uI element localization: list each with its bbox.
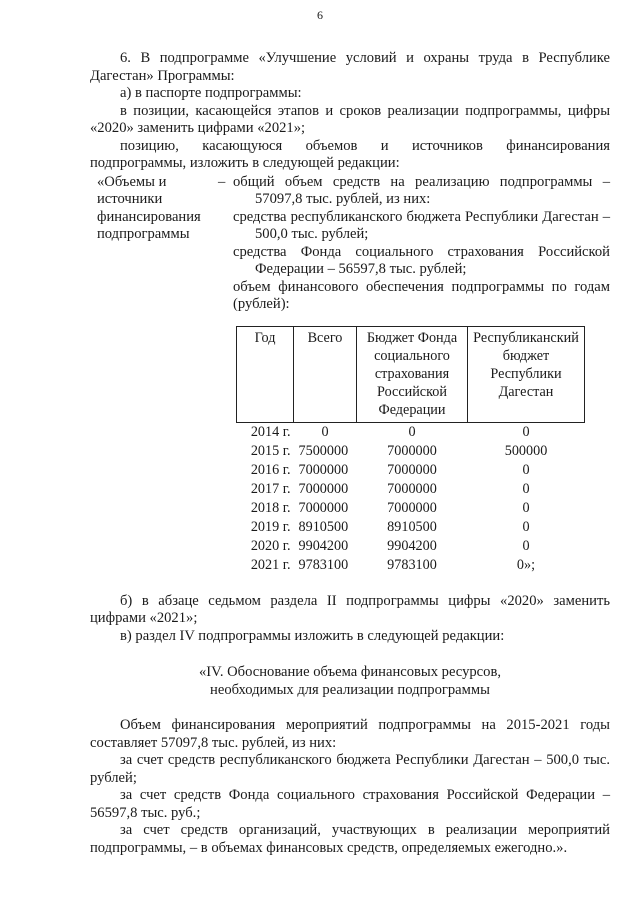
- page-number: 6: [317, 8, 323, 22]
- table-row: [237, 480, 585, 499]
- table-cell: 2015 г.: [250, 442, 291, 459]
- paragraph-fund: за счет средств Фонда социального страхования Российской Федерации – 56597,8 тыс. руб.;: [90, 787, 610, 821]
- table-row: [237, 442, 585, 461]
- passport-total: общий объем средств на реализацию подпрограммы – 57097,8 тыс. рублей, из них:: [233, 173, 610, 207]
- passport-block: [90, 174, 610, 575]
- passport-dash: –: [218, 173, 226, 190]
- paragraph-organizations: за счет средств организаций, участвующих в реализации мероприятий подпрограммы, – в объемах финансовых средств, определяемых ежегодно.».: [90, 822, 610, 856]
- passport-label-line: финансирования: [97, 208, 201, 225]
- paragraph-financing-position: позицию, касающуюся объемов и источников финансирования подпрограммы, изложить в следующей редакции:: [90, 137, 610, 171]
- table-cell: 2018 г.: [250, 499, 291, 516]
- passport-label-line: подпрограммы: [97, 226, 190, 242]
- passport-republic-budget: средства республиканского бюджета Республики Дагестан – 500,0 тыс. рублей;: [233, 208, 610, 242]
- table-cell: 2021 г.: [250, 556, 291, 573]
- table-row: [237, 537, 585, 556]
- table-cell: 2014 г.: [250, 423, 291, 440]
- table-cell: 7000000: [387, 480, 437, 497]
- paragraph-c: в) раздел IV подпрограммы изложить в следующей редакции:: [120, 627, 505, 644]
- table-cell: 8910500: [387, 518, 437, 535]
- paragraph-a: а) в паспорте подпрограммы:: [120, 85, 302, 101]
- table-cell: 2019 г.: [250, 518, 291, 535]
- section-title: [90, 663, 610, 699]
- table-cell: 0: [522, 423, 530, 440]
- table-cell: 9904200: [387, 537, 437, 554]
- table-row: [237, 499, 585, 518]
- document-body: [90, 50, 610, 857]
- passport-content: [233, 174, 610, 575]
- paragraph-financing-volume: Объем финансирования мероприятий подпрограммы на 2015-2021 годы составляет 57097,8 тыс. рублей, из них:: [90, 717, 610, 751]
- table-cell: 7000000: [387, 442, 437, 459]
- table-cell: 9783100: [298, 556, 349, 573]
- passport-label-line: «Объемы и: [97, 173, 167, 190]
- table-cell: 0: [522, 480, 530, 497]
- table-cell: 8910500: [298, 518, 349, 535]
- table-cell: 0»;: [516, 556, 536, 573]
- table-header-republic: Республиканский бюджет Республики Дагестан: [468, 326, 585, 422]
- table-cell: 0: [408, 423, 416, 440]
- table-cell: 0: [522, 537, 530, 554]
- paragraph-stages: в позиции, касающейся этапов и сроков реализации подпрограммы, цифры «2020» заменить цифрами «2021»;: [90, 102, 610, 136]
- table-header-year: Год: [237, 326, 294, 422]
- table-cell: 2016 г.: [250, 461, 291, 478]
- passport-label-line: источники: [97, 191, 163, 207]
- paragraph-republic-budget: за счет средств республиканского бюджета Республики Дагестан – 500,0 тыс. рублей;: [90, 752, 610, 786]
- table-cell: 9783100: [387, 556, 437, 573]
- section-title-line-1: «IV. Обоснование объема финансовых ресурсов,: [199, 664, 501, 680]
- table-cell: 2017 г.: [250, 480, 291, 497]
- passport-fund: средства Фонда социального страхования Российской Федерации – 56597,8 тыс. рублей;: [233, 243, 610, 277]
- table-cell: 0: [522, 518, 530, 535]
- table-row: [237, 422, 585, 442]
- table-row: [237, 461, 585, 480]
- financing-table: [236, 326, 585, 575]
- table-cell: 9904200: [298, 537, 349, 554]
- paragraph-item-6: 6. В подпрограмме «Улучшение условий и охраны труда в Республике Дагестан» Программы:: [90, 50, 610, 84]
- table-cell: 0: [321, 423, 329, 440]
- table-cell: 7000000: [387, 499, 437, 516]
- table-row: [237, 518, 585, 537]
- table-header-total: Всего: [294, 326, 357, 422]
- table-row: [237, 556, 585, 575]
- table-cell: 500000: [504, 442, 548, 459]
- passport-by-years: объем финансового обеспечения подпрограммы по годам (рублей):: [233, 278, 610, 312]
- table-cell: 2020 г.: [250, 537, 291, 554]
- table-cell: 7500000: [298, 442, 349, 459]
- table-cell: 7000000: [298, 461, 349, 478]
- table-cell: 0: [522, 499, 530, 516]
- table-header-fund: Бюджет Фонда социального страхования Российской Федерации: [357, 326, 468, 422]
- table-cell: 7000000: [298, 499, 349, 516]
- table-header-row: [237, 326, 585, 422]
- table-cell: 7000000: [298, 480, 349, 497]
- paragraph-b: б) в абзаце седьмом раздела II подпрограммы цифры «2020» заменить цифрами «2021»;: [90, 592, 610, 626]
- passport-label: [90, 173, 226, 575]
- section-title-line-2: необходимых для реализации подпрограммы: [210, 682, 490, 698]
- table-cell: 7000000: [387, 461, 437, 478]
- table-cell: 0: [522, 461, 530, 478]
